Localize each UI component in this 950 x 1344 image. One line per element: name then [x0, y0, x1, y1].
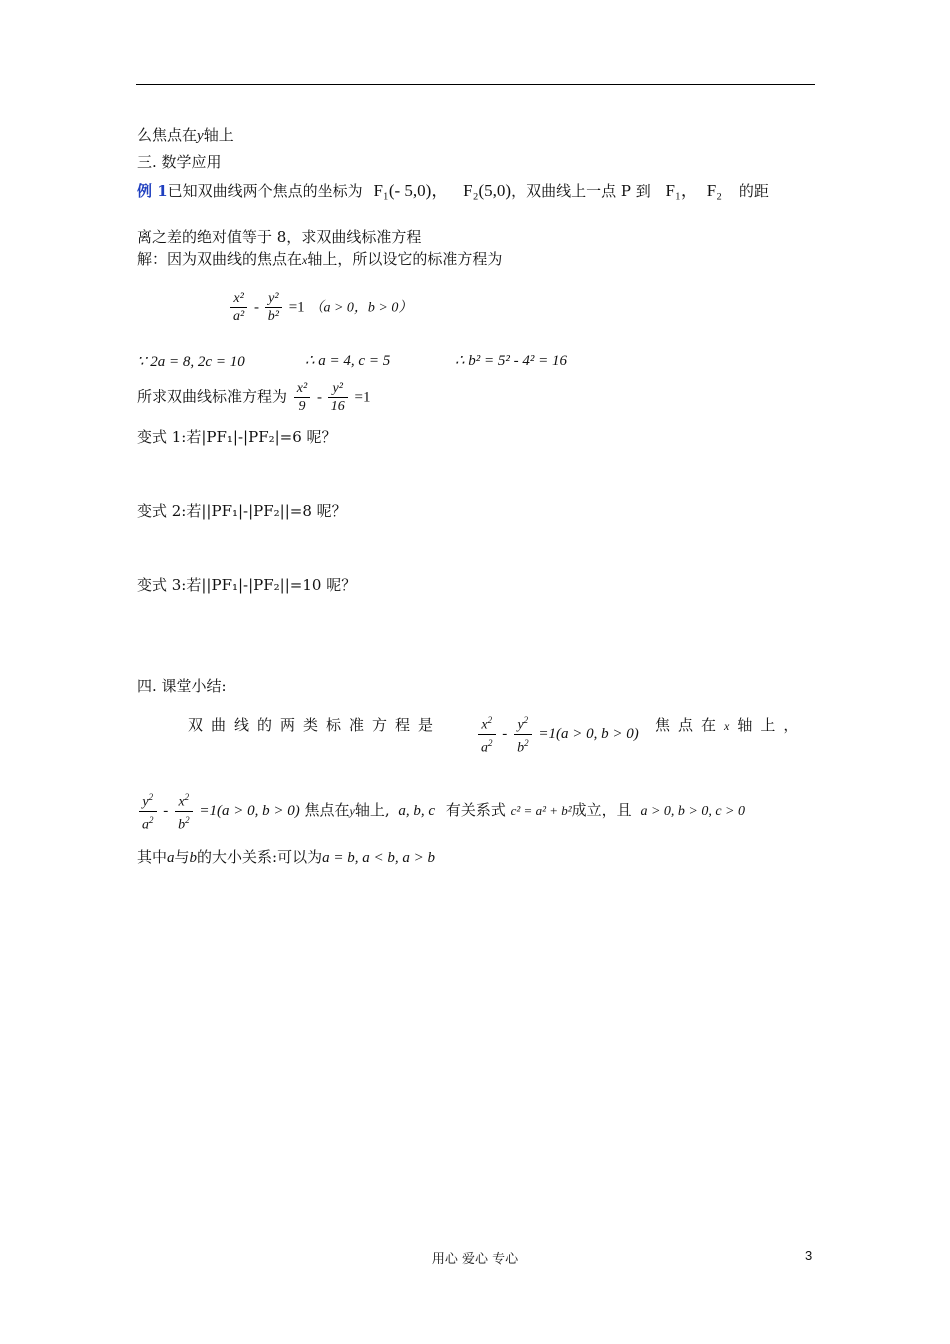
text: 有关系式 [445, 801, 506, 820]
equation-condition: （a > 0，b > 0） [309, 300, 413, 316]
step-2: ∴ a = 4, c = 5 [305, 353, 391, 369]
focus-f2-ref: F₂ [706, 181, 723, 200]
variant-3: 变式 3:若||PF₁|-|PF₂||=10 呢？ [137, 576, 357, 594]
text: 焦点在 [304, 801, 350, 820]
step-1: ∵ 2a = 8, 2c = 10 [137, 354, 245, 370]
text: ，双曲线上一点 P 到 [511, 182, 651, 200]
page-number: 3 [805, 1248, 813, 1263]
denominator: 9 [298, 399, 306, 414]
text: 轴上, [354, 801, 390, 820]
text: 轴上， [737, 716, 807, 734]
denominator: 16 [330, 399, 345, 414]
fraction: $\frac{y^2}{a^2}$ [139, 789, 157, 833]
footer-slogan: 用心 爱心 专心 [431, 1252, 519, 1267]
fraction: $\frac{x^2}{b^2}$ [175, 789, 193, 833]
equation-condition: =1(a > 0, b > 0) [538, 726, 639, 743]
conditions: a > 0, b > 0, c > 0 [640, 804, 746, 820]
summary-last [137, 848, 435, 867]
fraction: $\frac{x^2}{a^2}$ [478, 712, 496, 756]
variant-2: 变式 2:若||PF₁|-|PF₂||=8 呢？ [137, 502, 347, 520]
var-b: b [189, 850, 198, 866]
standard-equation: $\frac{\text{x²}}{\text{a²}}$ - $\frac{\text{y²}}{\text{b²}}$ =1 （a > 0，b > 0） [228, 290, 412, 325]
example-label: 例 1 [137, 182, 168, 200]
fraction [294, 380, 310, 415]
step-3: ∴ b² = 5² - 4² = 16 [455, 353, 568, 369]
text: 成立，且 [571, 801, 632, 820]
denominator: b² [267, 309, 279, 324]
variant-1: 变式 1:若|PF₁|-|PF₂|=6 呢？ [137, 428, 337, 446]
denominator: a² [233, 309, 245, 324]
fraction [265, 290, 282, 325]
equation-condition: =1(a > 0, b > 0) [199, 803, 300, 820]
example-1-line [137, 182, 769, 200]
numerator: x² [230, 290, 247, 308]
text: 焦点在 [655, 716, 725, 734]
text: 的距 [738, 182, 769, 200]
fraction: $\frac{y^2}{b^2}$ [514, 712, 532, 756]
relation: c² = a² + b² [510, 803, 572, 819]
summary-lead: 双曲线的两类标准方程是 [188, 716, 442, 734]
focus-f2: F₂(5,0) [463, 181, 512, 200]
text: 已知双曲线两个焦点的坐标为 [167, 182, 363, 200]
numerator: x² [294, 380, 310, 398]
text: 轴上 [203, 126, 234, 144]
var-x: x [302, 253, 308, 267]
summary-focus-x [655, 714, 806, 735]
solution-result: 所求双曲线标准方程为 $\frac{\text{x²}}{9}$ - $\frac{\text{y²}}{16}$ =1 [137, 381, 371, 414]
equation-rhs: =1 [354, 389, 371, 406]
section-heading-3: 三. 数学应用 [137, 153, 222, 171]
var-x: x [724, 719, 738, 733]
fraction [230, 290, 247, 325]
header-rule [136, 84, 815, 85]
text: 与 [174, 848, 190, 866]
var-y: y [197, 128, 204, 144]
text: 么焦点在 [137, 126, 198, 144]
focus-f1-ref: F₁， [665, 181, 698, 200]
numerator: y² [265, 290, 282, 308]
fraction [328, 380, 348, 415]
numerator: y² [328, 380, 348, 398]
text: 的大小关系:可以为 [197, 848, 323, 866]
equation-rhs: =1 [288, 299, 305, 316]
section-heading-4: 四. 课堂小结: [137, 677, 227, 695]
solution-steps [137, 352, 568, 371]
summary-eq1: $\frac{x^2}{a^2}$ - $\frac{y^2}{b^2}$ =1(a > 0, b > 0) [476, 712, 639, 756]
example-1-line2: 离之差的绝对值等于 8，求双曲线标准方程 [137, 228, 422, 246]
focus-f1: F₁(- 5,0)， [373, 181, 449, 200]
text: 轴上，所以设它的标准方程为 [307, 250, 503, 268]
relation: a = b, a < b, a > b [322, 850, 435, 866]
summary-eq2-line: $\frac{y^2}{a^2}$ - $\frac{x^2}{b^2}$ =1(a > 0, b > 0) 焦点在y轴上, a, b, c 有关系式 c² = a² + b²成立，且 a > 0, b > 0, c > 0 [137, 789, 745, 833]
text: 解：因为双曲线的焦点在 [137, 250, 303, 268]
var-a: a [167, 850, 175, 866]
text: 所求双曲线标准方程为 [137, 387, 288, 406]
paragraph-focus-y [137, 126, 234, 145]
var-y: y [349, 804, 355, 819]
abc-vars: a, b, c [398, 803, 436, 820]
text: 其中 [137, 848, 168, 866]
solution-intro [137, 250, 502, 269]
